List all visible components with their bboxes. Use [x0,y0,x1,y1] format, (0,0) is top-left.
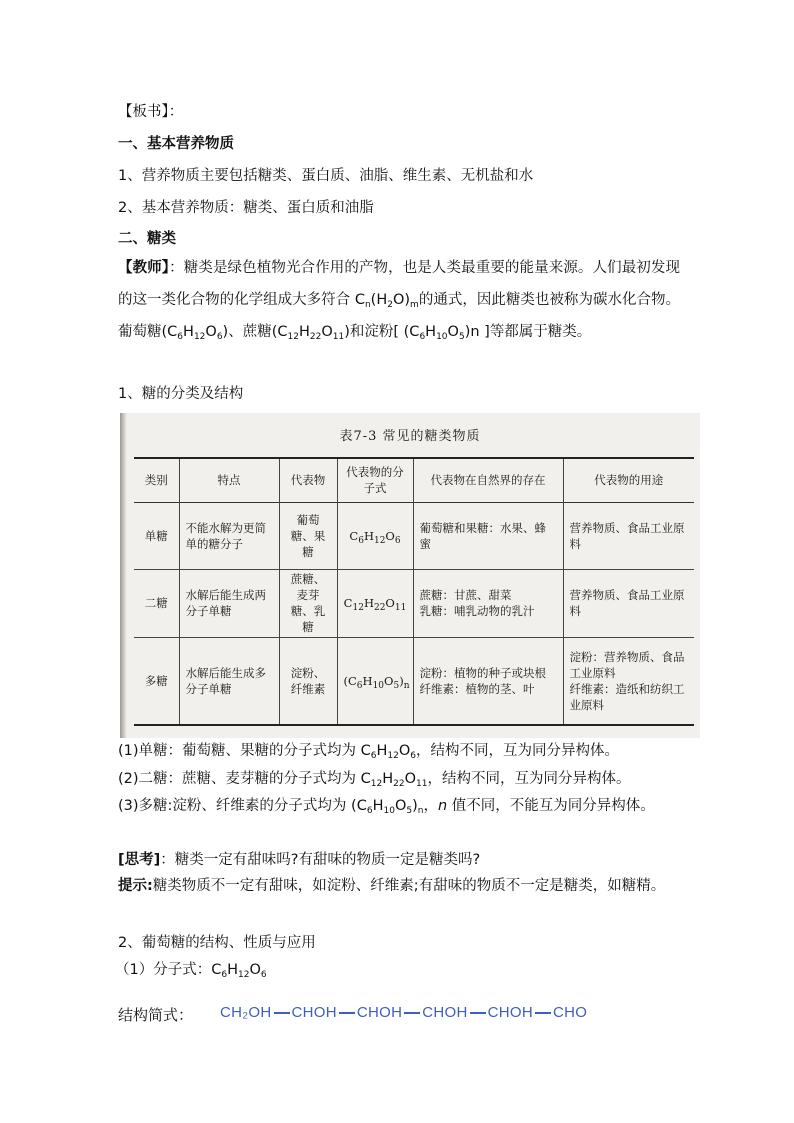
think-question: [思考]：糖类一定有甜味吗?有甜味的物质一定是糖类吗? [118,852,481,868]
header-representative: 代表物 [279,458,337,502]
board-heading: 【板书】： [118,104,184,120]
header-existence: 代表物在自然界的存在 [413,458,563,502]
note-monosaccharide: (1)单糖：葡萄糖、果糖的分子式均为 $C_6H_{12}O_6$，结构不同，互为同分异构体。 [118,743,620,761]
table-caption: 表7-3 常见的糖类物质 [339,429,481,444]
table-row-monosaccharide [134,502,694,569]
header-feature: 特点 [179,458,279,502]
glucose-structural-formula: CH₂OH CHOH CHOH CHOH CHOH CHO [220,1004,588,1021]
cell-formula: $C_{12}H_{22}O_{11}$ [337,569,413,637]
section-2-heading: 二、糖类 [118,231,176,247]
subsection-1-heading: 1、糖的分类及结构 [118,386,244,402]
point-1-1: 1、营养物质主要包括糖类、蛋白质、油脂、维生素、无机盐和水 [118,168,534,184]
cell-representative: 葡萄糖、果糖 [279,502,337,569]
cell-existence: 淀粉：植物的种子或块根 纤维素：植物的茎、叶 [413,637,563,725]
cell-existence: 葡萄糖和果糖：水果、蜂蜜 [413,502,563,569]
header-category: 类别 [144,473,168,488]
header-formula: 代表物的分子式 [337,458,413,502]
table-row-disaccharide [134,569,694,637]
cell-formula: $C_6H_{12}O_6$ [337,502,413,569]
cell-feature: 不能水解为更简单的糖分子 [179,502,279,569]
hint-answer: 提示:糖类物质不一定有甜味，如淀粉、纤维素;有甜味的物质不一定是糖类，如糖精。 [118,878,666,894]
cell-use: 营养物质、食品工业原料 [563,502,694,569]
hint-label: 提示: [118,878,153,894]
teacher-label: 【教师】 [118,260,170,276]
cell-category: 二糖 [144,596,168,610]
header-use: 代表物的用途 [563,458,694,502]
cell-feature: 水解后能生成多分子单糖 [179,637,279,725]
molecular-formula-line: （1）分子式：$C_6H_{12}O_6$ [115,962,267,980]
cell-representative: 淀粉、纤维素 [279,637,337,725]
point-1-2: 2、基本营养物质：糖类、蛋白质和油脂 [118,200,374,216]
sugar-table [134,457,694,726]
cell-existence: 蔗糖：甘蔗、甜菜 乳糖：哺乳动物的乳汁 [413,569,563,637]
subsection-2-heading: 2、葡萄糖的结构、性质与应用 [118,935,316,951]
table-header-row [134,458,694,502]
cell-category: 多糖 [144,673,168,688]
teacher-paragraph: 【教师】：糖类是绿色植物光合作用的产物，也是人类最重要的能量来源。人们最初发现的这一类化合物的化学组成大多符合 $C_n(H_2O)_m$的通式，因此糖类也被称为碳水化合物。葡萄糖$(C_6H_{12}O_6)$、蔗糖$(C_{12}H_{22}O_{11})$和淀粉[ $(C_6H_{10}O_5)n$ ]等都属于糖类。 [118,260,681,342]
section-1-heading: 一、基本营养物质 [118,136,234,152]
cell-use: 营养物质、食品工业原料 [563,569,694,637]
note-disaccharide: (2)二糖：蔗糖、麦芽糖的分子式均为 $C_{12}H_{22}O_{11}$，结构不同，互为同分异构体。 [118,771,631,789]
cell-representative: 蔗糖、麦芽糖、乳糖 [279,569,337,637]
cell-feature: 水解后能生成两分子单糖 [179,569,279,637]
table-row-polysaccharide [134,637,694,725]
cell-category: 单糖 [144,528,168,543]
note-polysaccharide: (3)多糖:淀粉、纤维素的分子式均为 $(C_6H_{10}O_5)_n$，n 值不同，不能互为同分异构体。 [118,798,655,816]
cell-use: 淀粉：营养物质、食品工业原料 纤维素：造纸和纺织工业原料 [563,637,694,725]
think-label: [思考] [118,852,161,868]
scanned-table-image [120,413,700,738]
cell-formula: $(C_6H_{10}O_5)_n$ [337,637,413,725]
structure-label: 结构简式： [118,1006,194,1024]
